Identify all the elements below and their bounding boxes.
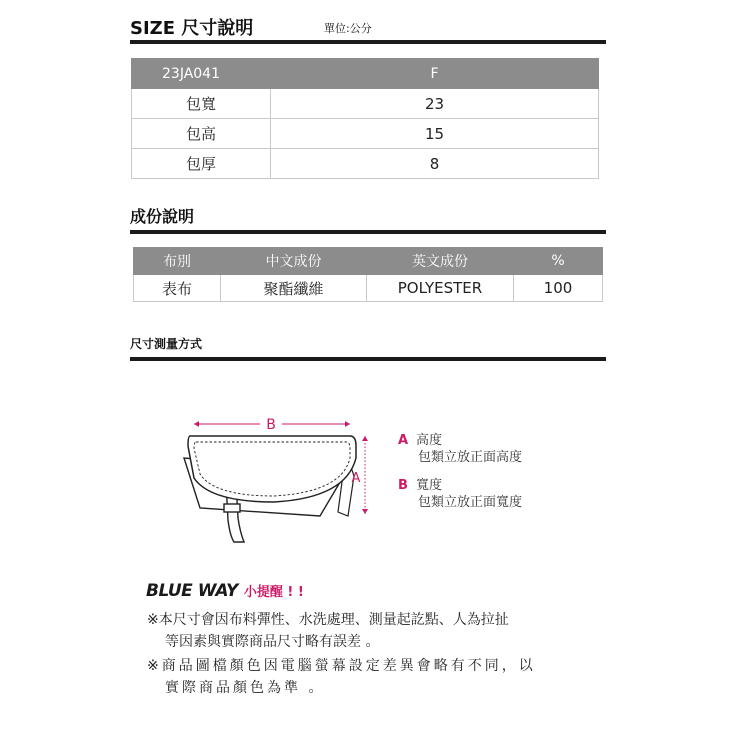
composition-english: POLYESTER	[367, 275, 514, 302]
legend-item-height	[398, 432, 522, 449]
bag-measure-diagram	[170, 412, 370, 552]
size-row-label: 包寬	[132, 89, 271, 119]
measure-section-title: 尺寸測量方式	[130, 337, 203, 351]
legend-name: 寬度	[416, 478, 443, 493]
composition-chinese: 聚酯纖維	[221, 275, 367, 302]
legend-name: 高度	[416, 433, 443, 448]
notice-item	[147, 609, 509, 653]
legend-item-width	[398, 477, 522, 494]
measure-section-header	[130, 332, 606, 366]
legend-letter: A	[398, 433, 409, 448]
legend-letter: B	[398, 478, 408, 493]
size-row-label: 包厚	[132, 149, 271, 179]
composition-table	[133, 247, 603, 302]
height-arrow-head-bottom	[362, 509, 368, 514]
legend-desc: 包類立放正面高度	[418, 450, 523, 465]
notice-line: ※商品圖檔顏色因電腦螢幕設定差異會略有不同，以	[147, 658, 536, 674]
composition-fabric: 表布	[134, 275, 221, 302]
table-row	[132, 149, 599, 179]
composition-section-header	[130, 198, 606, 238]
notice-item	[147, 655, 536, 699]
composition-section-rule	[130, 230, 606, 234]
composition-header-fabric: 布別	[134, 248, 221, 275]
notice-title: 小提醒 ! !	[243, 585, 304, 600]
size-section-header	[130, 8, 606, 46]
measure-section-rule	[130, 357, 606, 361]
size-table-header	[132, 59, 599, 89]
size-section-rule	[130, 40, 606, 44]
size-table-header-model: 23JA041	[132, 59, 271, 89]
composition-header-chinese: 中文成份	[221, 248, 367, 275]
table-row	[132, 89, 599, 119]
notice-header	[146, 581, 304, 601]
notice-line: 等因素與實際商品尺寸略有誤差 。	[165, 634, 380, 650]
size-row-label: 包高	[132, 119, 271, 149]
height-label: A	[351, 471, 361, 486]
composition-percent: 100	[514, 275, 603, 302]
size-section-title: SIZE 尺寸說明	[130, 18, 254, 39]
size-row-value: 23	[271, 89, 599, 119]
size-table	[131, 58, 599, 179]
composition-header-english: 英文成份	[367, 248, 514, 275]
measure-legend	[398, 432, 522, 511]
table-row	[134, 275, 603, 302]
composition-header-percent: %	[514, 248, 603, 275]
size-row-value: 15	[271, 119, 599, 149]
composition-section-title: 成份說明	[130, 207, 195, 226]
size-unit-label: 單位:公分	[324, 22, 372, 35]
legend-desc: 包類立放正面寬度	[418, 495, 523, 510]
bag-buckle	[224, 504, 240, 512]
brand-logo: BLUE WAY	[146, 581, 238, 601]
notice-line: 實際商品顏色為準 。	[165, 680, 326, 696]
size-table-header-size: F	[271, 59, 599, 89]
width-arrow-head-right	[345, 421, 350, 427]
width-label: B	[266, 417, 276, 433]
width-arrow-head-left	[194, 421, 199, 427]
table-row	[132, 119, 599, 149]
height-arrow-head-top	[362, 436, 368, 441]
notice-line: ※本尺寸會因布料彈性、水洗處理、測量起訖點、人為拉扯	[147, 612, 509, 628]
size-row-value: 8	[271, 149, 599, 179]
composition-table-header	[134, 248, 603, 275]
